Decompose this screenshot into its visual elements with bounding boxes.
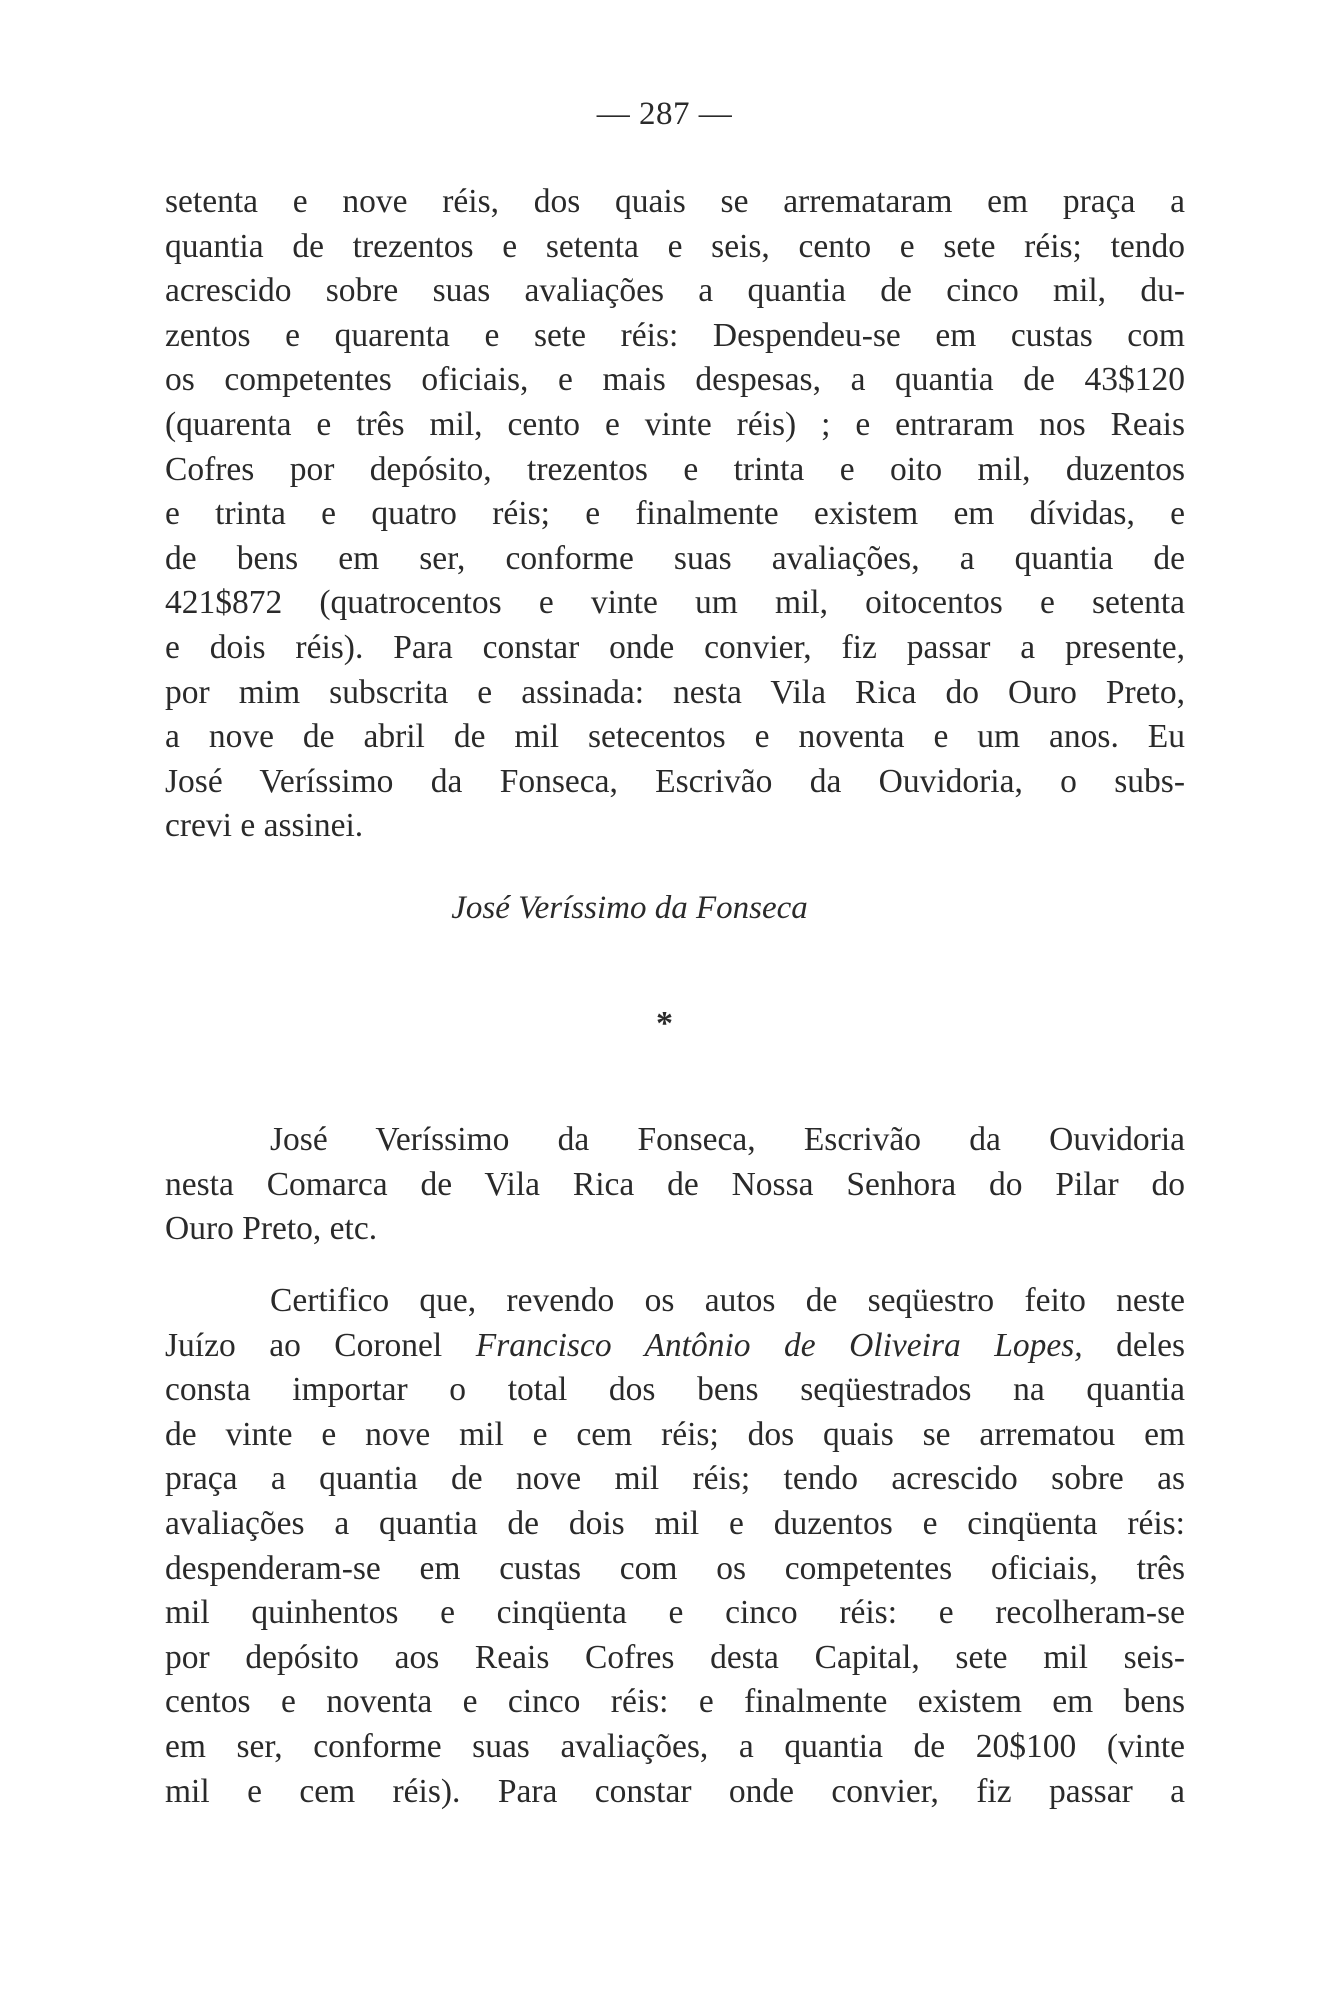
text-line: nesta Comarca de Vila Rica de Nossa Senhora do Pilar do [165, 1165, 1185, 1203]
text-line: quantia de trezentos e setenta e seis, cento e sete réis; tendo [165, 227, 1185, 265]
text-line: José Veríssimo da Fonseca, Escrivão da Ouvidoria, o subs- [165, 762, 1185, 800]
text-segment: deles [1082, 1326, 1185, 1364]
text-line: por depósito aos Reais Cofres desta Capital, sete mil seis- [165, 1638, 1185, 1676]
text-line-with-name [165, 1324, 1185, 1369]
text-line: Cofres por depósito, trezentos e trinta e oito mil, duzentos [165, 450, 1185, 488]
text-line: os competentes oficiais, e mais despesas, a quantia de 43$120 [165, 361, 1185, 399]
text-line: crevi e assinei. [165, 807, 364, 845]
text-line: e trinta e quatro réis; e finalmente existem em dívidas, e [165, 495, 1185, 533]
text-line: em ser, conforme suas avaliações, a quantia de 20$100 (vinte [165, 1727, 1185, 1765]
text-line: mil e cem réis). Para constar onde convier, fiz passar a [165, 1772, 1185, 1810]
text-line: 421$872 (quatrocentos e vinte um mil, oitocentos e setenta [165, 584, 1185, 622]
text-line: Certifico que, revendo os autos de seqüestro feito neste [270, 1282, 1185, 1319]
text-segment: Juízo ao Coronel [165, 1326, 476, 1364]
text-line: despenderam-se em custas com os competentes oficiais, três [165, 1549, 1185, 1587]
text-line: setenta e nove réis, dos quais se arremataram em praça a [165, 183, 1185, 220]
person-name-italic: Francisco Antônio de Oliveira Lopes, [475, 1326, 1083, 1364]
paragraph-scribe-heading [165, 1118, 1185, 1252]
text-line: (quarenta e três mil, cento e vinte réis) ; e entraram nos Reais [165, 405, 1185, 443]
text-line: mil quinhentos e cinqüenta e cinco réis: e recolheram-se [165, 1594, 1185, 1632]
text-line: de vinte e nove mil e cem réis; dos quais se arrematou em [165, 1415, 1185, 1453]
text-line: centos e noventa e cinco réis: e finalmente existem em bens [165, 1683, 1185, 1721]
paragraph-certification [165, 1279, 1185, 1814]
text-line: por mim subscrita e assinada: nesta Vila Rica do Ouro Preto, [165, 673, 1185, 711]
text-line: a nove de abril de mil setecentos e noventa e um anos. Eu [165, 718, 1185, 756]
section-separator-asterisk: * [656, 1005, 673, 1042]
paragraph-certificate-continuation [165, 180, 1185, 849]
text-line: e dois réis). Para constar onde convier, fiz passar a presente, [165, 628, 1185, 666]
text-line: acrescido sobre suas avaliações a quantia de cinco mil, du- [165, 272, 1185, 310]
signature-line: José Veríssimo da Fonseca [451, 890, 808, 926]
text-line: de bens em ser, conforme suas avaliações, a quantia de [165, 539, 1185, 577]
text-line: consta importar o total dos bens seqüestrados na quantia [165, 1371, 1185, 1409]
text-line: José Veríssimo da Fonseca, Escrivão da Ouvidoria [270, 1121, 1185, 1158]
text-line: praça a quantia de nove mil réis; tendo acrescido sobre as [165, 1460, 1185, 1498]
text-line: zentos e quarenta e sete réis: Despendeu-se em custas com [165, 316, 1185, 354]
text-line: Ouro Preto, etc. [165, 1210, 378, 1248]
page-number: — 287 — [596, 96, 733, 132]
text-line: avaliações a quantia de dois mil e duzentos e cinqüenta réis: [165, 1504, 1185, 1542]
